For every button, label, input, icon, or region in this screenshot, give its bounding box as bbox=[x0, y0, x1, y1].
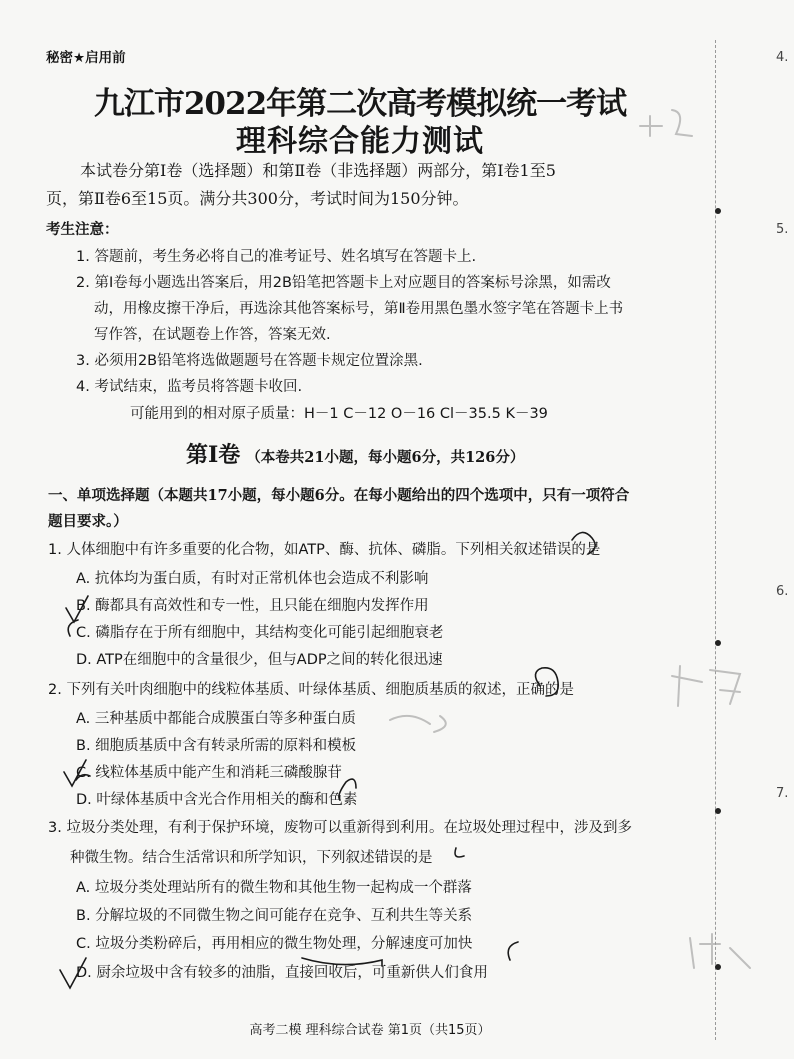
question-3-stem-2: 种微生物。结合生活常识和所学知识，下列叙述错误的是 bbox=[70, 850, 433, 866]
notice-item-2-end: 写作答，在试题卷上作答，答案无效. bbox=[94, 327, 331, 343]
notice-item-1: 1. 答题前，考生务必将自己的准考证号、姓名填写在答题卡上. bbox=[76, 249, 477, 265]
question-1-option-d: D. ATP在细胞中的含量很少，但与ADP之间的转化很迅速 bbox=[76, 652, 443, 668]
part1-heading bbox=[186, 438, 524, 469]
notice-item-2-cont: 动，用橡皮擦干净后，再选涂其他答案标号，第Ⅱ卷用黑色墨水签字笔在答题卡上书 bbox=[94, 301, 624, 317]
part1-desc: （本卷共21小题，每小题6分，共126分） bbox=[246, 449, 525, 466]
question-1-stem: 1. 人体细胞中有许多重要的化合物，如ATP、酶、抗体、磷脂。下列相关叙述错误的是 bbox=[48, 542, 601, 558]
question-2-option-a: A. 三种基质中都能合成膜蛋白等多种蛋白质 bbox=[76, 711, 356, 727]
question-2-option-b: B. 细胞质基质中含有转录所需的原料和模板 bbox=[76, 738, 357, 754]
notice-item-2: 2. 第Ⅰ卷每小题选出答案后，用2B铅笔把答题卡上对应题目的答案标号涂黑，如需改 bbox=[76, 275, 611, 291]
question-2-option-d: D. 叶绿体基质中含光合作用相关的酶和色素 bbox=[76, 792, 358, 808]
intro-line-1: 本试卷分第Ⅰ卷（选择题）和第Ⅱ卷（非选择题）两部分，第Ⅰ卷1至5 bbox=[80, 161, 556, 180]
margin-number-6: 6. bbox=[776, 584, 789, 599]
intro-line-2: 页，第Ⅱ卷6至15页。满分共300分，考试时间为150分钟。 bbox=[46, 189, 469, 208]
question-3-option-b: B. 分解垃圾的不同微生物之间可能存在竞争、互利共生等关系 bbox=[76, 908, 473, 924]
exam-title: 九江市2022年第二次高考模拟统一考试 bbox=[93, 86, 627, 122]
margin-number-7: 7. bbox=[776, 786, 789, 801]
margin-number-4: 4. bbox=[776, 50, 789, 65]
question-1-option-b: B. 酶都具有高效性和专一性，且只能在细胞内发挥作用 bbox=[76, 598, 429, 614]
page-footer: 高考二模 理科综合试卷 第1页（共15页） bbox=[249, 1023, 491, 1038]
notice-heading: 考生注意： bbox=[46, 222, 119, 238]
notice-item-4: 4. 考试结束，监考员将答题卡收回. bbox=[76, 379, 303, 395]
question-1-option-a: A. 抗体均为蛋白质，有时对正常机体也会造成不利影响 bbox=[76, 571, 429, 587]
part1-title: 第Ⅰ卷 bbox=[186, 442, 241, 468]
section1-line-1: 一、单项选择题（本题共17小题，每小题6分。在每小题给出的四个选项中，只有一项符合 bbox=[48, 487, 630, 504]
section1-line-2: 题目要求。） bbox=[48, 513, 128, 530]
notice-item-3: 3. 必须用2B铅笔将选做题题号在答题卡规定位置涂黑. bbox=[76, 353, 423, 369]
binding-holes bbox=[712, 40, 724, 1040]
question-1-option-c: C. 磷脂存在于所有细胞中，其结构变化可能引起细胞衰老 bbox=[76, 625, 444, 641]
margin-number-5: 5. bbox=[776, 222, 789, 237]
question-3-option-c: C. 垃圾分类粉碎后，再用相应的微生物处理，分解速度可加快 bbox=[76, 936, 473, 952]
question-3-option-d: D. 厨余垃圾中含有较多的油脂，直接回收后，可重新供人们食用 bbox=[76, 965, 488, 981]
question-3-stem-1: 3. 垃圾分类处理，有利于保护环境，废物可以重新得到利用。在垃圾处理过程中，涉及到多 bbox=[48, 820, 632, 836]
question-2-option-c: C. 线粒体基质中能产生和消耗三磷酸腺苷 bbox=[76, 765, 342, 781]
exam-subtitle: 理科综合能力测试 bbox=[236, 124, 484, 159]
secret-label: 秘密★启用前 bbox=[46, 50, 126, 66]
question-3-option-a: A. 垃圾分类处理站所有的微生物和其他生物一起构成一个群落 bbox=[76, 880, 472, 896]
atomic-mass-line: 可能用到的相对原子质量：H－1 C－12 O－16 Cl－35.5 K－39 bbox=[130, 406, 548, 422]
question-2-stem: 2. 下列有关叶肉细胞中的线粒体基质、叶绿体基质、细胞质基质的叙述，正确的是 bbox=[48, 682, 574, 698]
